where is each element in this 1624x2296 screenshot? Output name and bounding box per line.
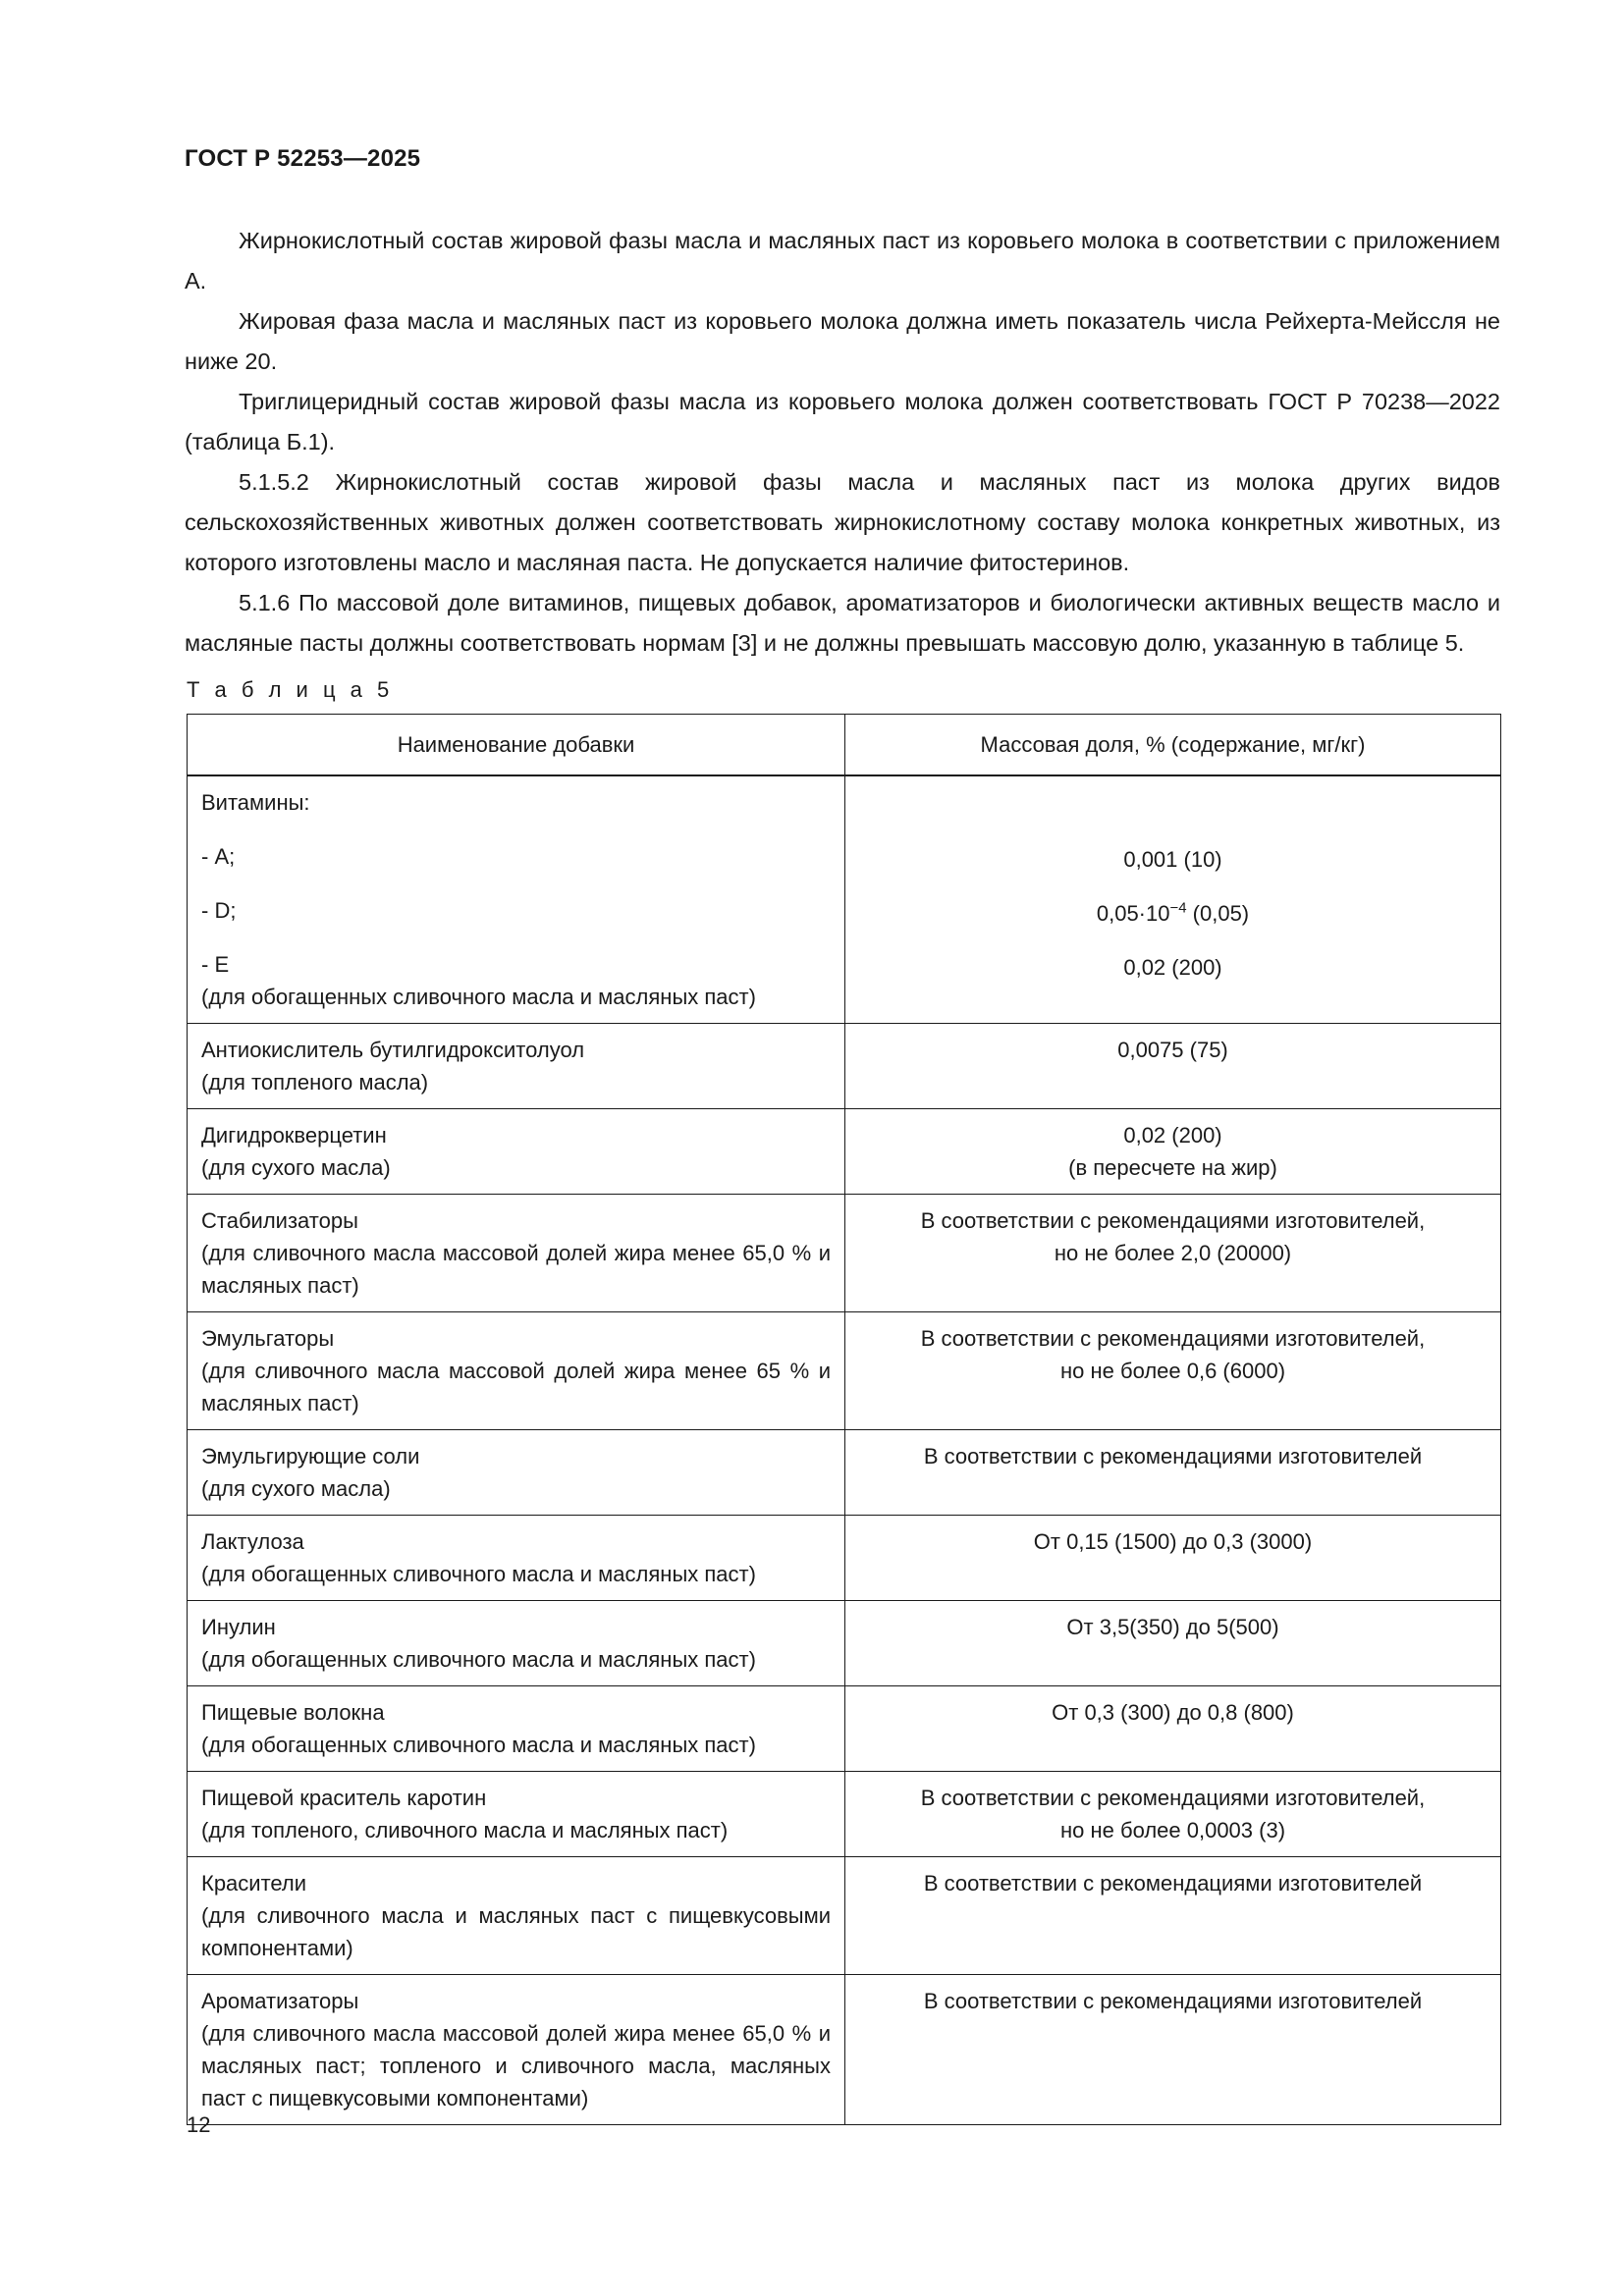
additive-scope-note: (для сливочного масла массовой долей жира менее 65,0 % и масляных паст; топленого и сливочного масла, масляных паст с пищевкусовыми компонентами)	[201, 2021, 831, 2110]
additive-value: От 0,15 (1500) до 0,3 (3000)	[1033, 1529, 1313, 1554]
vitamin-a-label: - А;	[201, 844, 236, 869]
additive-value-secondary: (в пересчете на жир)	[1068, 1155, 1277, 1180]
cell-mass-fraction	[845, 1857, 1501, 1975]
additive-scope-note: (для сливочного масла и масляных паст с пищевкусовыми компонентами)	[201, 1903, 831, 1960]
cell-mass-fraction	[845, 1024, 1501, 1109]
additive-name: Пищевой краситель каротин	[201, 1786, 487, 1810]
additive-value: В соответствии с рекомендациями изготовителей	[923, 1444, 1423, 1468]
cell-additive-name	[188, 1772, 845, 1857]
paragraph-triglyceride: Триглицеридный состав жировой фазы масла из коровьего молока должен соответствовать ГОСТ Р 70238—2022 (таблица Б.1).	[185, 389, 1500, 454]
cell-additive-name	[188, 1975, 845, 2125]
additive-name: Эмульгаторы	[201, 1326, 335, 1351]
additive-scope-note: (для топленого, сливочного масла и масляных паст)	[201, 1818, 729, 1842]
cell-additive-name	[188, 1024, 845, 1109]
additive-name: Инулин	[201, 1615, 276, 1639]
vitamin-e-label: - Е	[201, 952, 230, 977]
table-row	[188, 775, 1501, 1024]
paragraph-reichert-meissl: Жировая фаза масла и масляных паст из коровьего молока должна иметь показатель числа Рейхерта-Мейссля не ниже 20.	[185, 308, 1500, 374]
additive-value: В соответствии с рекомендациями изготовителей	[923, 1871, 1423, 1896]
additive-name: Дигидрокверцетин	[201, 1123, 387, 1148]
page-number: 12	[187, 2112, 211, 2137]
cell-mass-fraction	[845, 1109, 1501, 1195]
vitamin-e-value: 0,02 (200)	[1123, 955, 1222, 980]
cell-mass-fraction	[845, 1312, 1501, 1430]
paragraph-fatty-acid-composition: Жирнокислотный состав жировой фазы масла и масляных паст из коровьего молока в соответствии с приложением А.	[185, 228, 1500, 294]
additive-value: 0,0075 (75)	[1117, 1038, 1228, 1062]
additive-scope-note: (для сливочного масла массовой долей жира менее 65,0 % и масляных паст)	[201, 1241, 831, 1298]
cell-additive-name	[188, 1686, 845, 1772]
table-row	[188, 1516, 1501, 1601]
vitamin-d-value-mantissa: 0,05·10	[1096, 901, 1170, 926]
additive-value-secondary: но не более 0,0003 (3)	[1059, 1818, 1286, 1842]
additive-value-secondary: но не более 2,0 (20000)	[1054, 1241, 1292, 1265]
cell-mass-fraction	[845, 1772, 1501, 1857]
additive-name: Антиокислитель бутилгидрокситолуол	[201, 1038, 585, 1062]
additive-scope-note: (для топленого масла)	[201, 1070, 429, 1095]
cell-additive-name	[188, 1109, 845, 1195]
cell-additive-name	[188, 1601, 845, 1686]
vitamin-a-value: 0,001 (10)	[1123, 847, 1222, 872]
cell-additive-name	[188, 1312, 845, 1430]
vitamin-e-note: (для обогащенных сливочного масла и масляных паст)	[201, 985, 756, 1009]
additive-value: В соответствии с рекомендациями изготовителей	[923, 1989, 1423, 2013]
cell-mass-fraction	[845, 1686, 1501, 1772]
additive-name: Эмульгирующие соли	[201, 1444, 420, 1468]
table-row	[188, 1024, 1501, 1109]
table-row	[188, 1772, 1501, 1857]
additive-name: Лактулоза	[201, 1529, 304, 1554]
table-additives-limits	[187, 714, 1501, 2125]
cell-mass-fraction	[845, 1195, 1501, 1312]
additive-value-secondary: но не более 0,6 (6000)	[1059, 1359, 1286, 1383]
cell-mass-fraction	[845, 1516, 1501, 1601]
vitamin-d-label: - D;	[201, 898, 237, 923]
additive-scope-note: (для обогащенных сливочного масла и масляных паст)	[201, 1647, 756, 1672]
table-row	[188, 1312, 1501, 1430]
table-row	[188, 1857, 1501, 1975]
additive-value: В соответствии с рекомендациями изготовителей,	[920, 1326, 1426, 1351]
additive-value: В соответствии с рекомендациями изготовителей,	[920, 1786, 1426, 1810]
column-header-additive-name: Наименование добавки	[188, 715, 845, 776]
paragraph-clause-5-1-6: 5.1.6 По массовой доле витаминов, пищевых добавок, ароматизаторов и биологически активных веществ масло и масляные пасты должны соответствовать нормам [3] и не должны превышать массовую долю, указанную в таблице 5.	[185, 590, 1500, 656]
cell-mass-fraction	[845, 1601, 1501, 1686]
table-row	[188, 1109, 1501, 1195]
additive-scope-note: (для сливочного масла массовой долей жира менее 65 % и масляных паст)	[201, 1359, 831, 1415]
table-caption: Т а б л и ц а 5	[187, 677, 394, 702]
vitamin-d-value-paren: (0,05)	[1186, 901, 1250, 926]
cell-mass-fraction	[845, 1975, 1501, 2125]
additive-value: 0,02 (200)	[1123, 1123, 1222, 1148]
additive-scope-note: (для сухого масла)	[201, 1476, 391, 1501]
cell-additive-name	[188, 1430, 845, 1516]
table-header-row	[188, 715, 1501, 776]
page-header-standard-number: ГОСТ Р 52253—2025	[185, 145, 421, 172]
cell-mass-fraction	[845, 1430, 1501, 1516]
column-header-mass-fraction: Массовая доля, % (содержание, мг/кг)	[845, 715, 1501, 776]
vitamins-heading: Витамины:	[201, 790, 310, 815]
additive-value: От 3,5(350) до 5(500)	[1066, 1615, 1279, 1639]
vitamin-d-value	[859, 897, 1487, 930]
table-row	[188, 1430, 1501, 1516]
additive-scope-note: (для обогащенных сливочного масла и масляных паст)	[201, 1733, 756, 1757]
additive-value: В соответствии с рекомендациями изготовителей,	[920, 1208, 1426, 1233]
additive-scope-note: (для обогащенных сливочного масла и масляных паст)	[201, 1562, 756, 1586]
table-row	[188, 1601, 1501, 1686]
additive-name: Красители	[201, 1871, 307, 1896]
vitamin-d-value-exponent: −4	[1169, 899, 1187, 917]
cell-additive-name	[188, 1516, 845, 1601]
additive-name: Стабилизаторы	[201, 1208, 358, 1233]
additive-value: От 0,3 (300) до 0,8 (800)	[1052, 1700, 1294, 1725]
cell-additive-name	[188, 1857, 845, 1975]
additive-name: Ароматизаторы	[201, 1989, 359, 2013]
table-row	[188, 1195, 1501, 1312]
table-row	[188, 1975, 1501, 2125]
cell-mass-fraction	[845, 775, 1501, 1024]
cell-additive-name	[188, 1195, 845, 1312]
table-row	[188, 1686, 1501, 1772]
body-text-block	[185, 221, 1500, 664]
paragraph-clause-5-1-5-2: 5.1.5.2 Жирнокислотный состав жировой фазы масла и масляных паст из молока других видов сельскохозяйственных животных должен соответствовать жирнокислотному составу молока конкретных животных, из которого изготовлены масло и масляная паста. Не допускается наличие фитостеринов.	[185, 469, 1500, 575]
additive-scope-note: (для сухого масла)	[201, 1155, 391, 1180]
additive-name: Пищевые волокна	[201, 1700, 385, 1725]
cell-additive-name	[188, 775, 845, 1024]
